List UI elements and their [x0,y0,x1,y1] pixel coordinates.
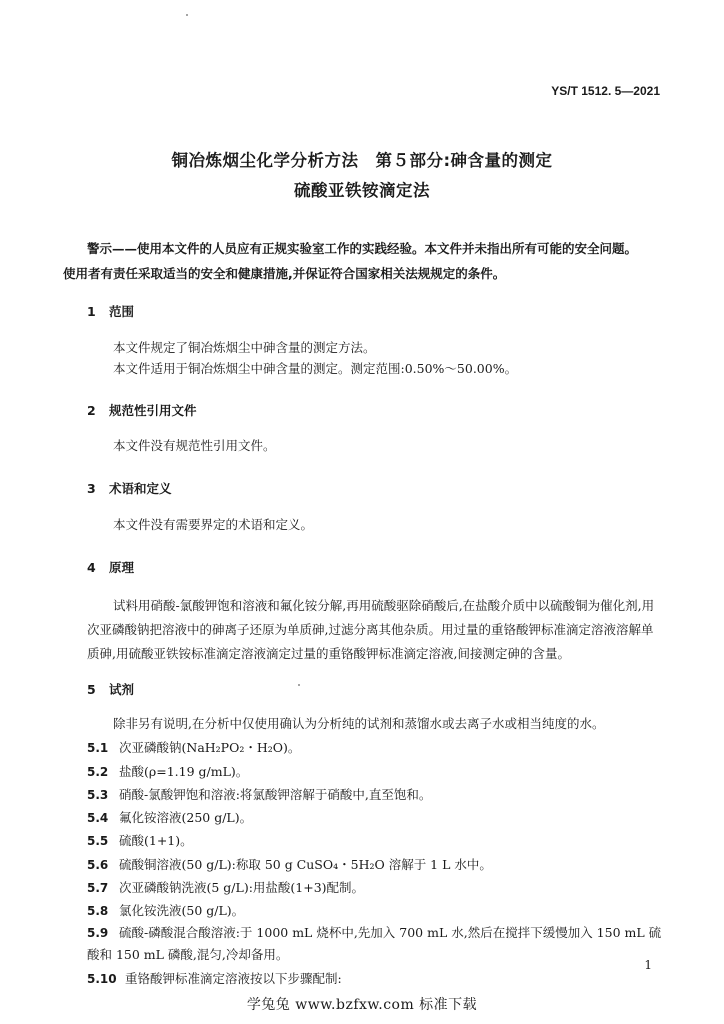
section-number: 1 [87,304,96,319]
reagent-item: 5.5 硫酸(1+1)。 [87,833,193,848]
section-title: 范围 [109,304,135,319]
section-5-heading [87,680,134,698]
scan-speck [186,14,188,16]
section-title: 规范性引用文件 [109,403,197,418]
scan-speck [298,684,300,686]
reagent-item: 5.4 氟化铵溶液(250 g/L)。 [87,810,253,825]
section-1-heading [87,302,134,320]
reagent-item: 5.6 硫酸铜溶液(50 g/L):称取 50 g CuSO₄・5H₂O 溶解于 1 L 水中。 [87,857,492,872]
section-number: 3 [87,481,96,496]
reagent-item: 5.8 氯化铵洗液(50 g/L)。 [87,903,245,918]
footer-watermark: 学兔兔 www.bzfxw.com 标准下载 [246,997,478,1013]
section-2-paragraph-1: 本文件没有规范性引用文件。 [113,438,276,453]
reagent-item: 5.3 硝酸-氯酸钾饱和溶液:将氯酸钾溶解于硝酸中,直至饱和。 [87,787,432,802]
section-title: 术语和定义 [109,481,172,496]
reagent-item: 5.10 重铬酸钾标准滴定溶液按以下步骤配制: [87,971,342,986]
reagent-item: 5.1 次亚磷酸钠(NaH₂PO₂・H₂O)。 [87,740,301,755]
section-title: 原理 [109,560,135,575]
document-title: 铜冶炼烟尘化学分析方法 第５部分:砷含量的测定 [171,151,553,170]
warning-paragraph: 警示——使用本文件的人员应有正规实验室工作的实践经验。本文件并未指出所有可能的安全问题。使用者有责任采取适当的安全和健康措施,并保证符合国家相关法规规定的条件。 [63,241,638,281]
section-number: 2 [87,403,96,418]
section-3-heading [87,479,172,497]
reagent-item: 5.2 盐酸(ρ=1.19 g/mL)。 [87,764,249,779]
section-3-paragraph-1: 本文件没有需要界定的术语和定义。 [113,517,314,532]
document-subtitle: 硫酸亚铁铵滴定法 [294,181,430,200]
section-5-paragraph-1: 除非另有说明,在分析中仅使用确认为分析纯的试剂和蒸馏水或去离子水或相当纯度的水。 [113,716,605,731]
section-2-heading [87,401,197,419]
reagent-item: 5.7 次亚磷酸钠洗液(5 g/L):用盐酸(1+3)配制。 [87,880,365,895]
reagent-item: 5.9 硫酸-磷酸混合酸溶液:于 1000 mL 烧杯中,先加入 700 mL 水,然后在搅拌下缓慢加入 150 mL 硫酸和 150 mL 磷酸,混匀,冷却备用。 [87,925,662,962]
section-1-paragraph-2: 本文件适用于铜冶炼烟尘中砷含量的测定。测定范围:0.50%～50.00%。 [113,361,518,376]
section-number: 5 [87,682,96,697]
section-4-paragraph-1: 试料用硝酸-氯酸钾饱和溶液和氟化铵分解,再用硫酸驱除硝酸后,在盐酸介质中以硫酸铜为催化剂,用次亚磷酸钠把溶液中的砷离子还原为单质砷,过滤分离其他杂质。用过量的重铬酸钾标准滴定溶液溶解单质砷,用硫酸亚铁铵标准滴定溶液滴定过量的重铬酸钾标准滴定溶液,间接测定砷的含量。 [87,598,655,661]
section-1-paragraph-1: 本文件规定了铜冶炼烟尘中砷含量的测定方法。 [113,340,376,355]
page-number: 1 [644,958,652,972]
section-number: 4 [87,560,96,575]
section-title: 试剂 [109,682,135,697]
section-4-heading [87,558,134,576]
standard-code: YS/T 1512. 5—2021 [551,84,660,98]
